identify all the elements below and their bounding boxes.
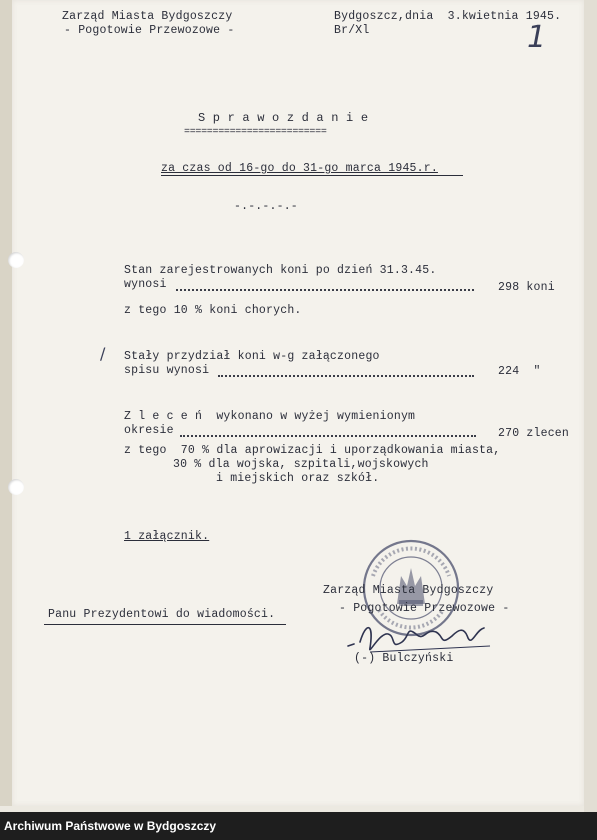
- horses-line1: Stan zarejestrowanych koni po dzień 31.3.45.: [124, 264, 437, 277]
- assignment-line1: Stały przydział koni w-g załączonego: [124, 350, 380, 363]
- signoff-org-line2: - Pogotowie Przewozowe -: [339, 602, 510, 615]
- recipient-underline: [44, 624, 286, 625]
- report-period: za czas od 16-go do 31-go marca 1945.r.: [161, 162, 438, 175]
- attachment-note: 1 załącznik.: [124, 530, 210, 543]
- title-double-underline: =========================: [184, 127, 327, 138]
- assignment-leader-dots: [218, 375, 474, 377]
- header-org-line2: - Pogotowie Przewozowe -: [64, 24, 235, 37]
- right-margin-strip: [584, 0, 597, 812]
- punch-hole-bottom: [8, 479, 24, 495]
- signoff-name: (-) Bulczyński: [354, 652, 454, 665]
- punch-hole-top: [8, 252, 24, 268]
- orders-line2: okresie: [124, 424, 174, 437]
- title-separator: -.-.-.-.-: [234, 200, 298, 213]
- assignment-value: 224 ": [498, 365, 541, 378]
- assignment-line2: spisu wynosi: [124, 364, 210, 377]
- binding-edge: [0, 0, 12, 806]
- orders-split-line2: 30 % dla wojska, szpitali,wojskowych: [173, 458, 429, 471]
- orders-split-line3: i miejskich oraz szkół.: [216, 472, 380, 485]
- horses-leader-dots: [176, 289, 474, 291]
- orders-value: 270 zlecen: [498, 427, 570, 440]
- document-title: S p r a w o z d a n i e: [198, 111, 369, 125]
- period-underline: [161, 175, 463, 176]
- horses-sick: z tego 10 % koni chorych.: [124, 304, 302, 317]
- margin-check-mark: /: [100, 344, 106, 363]
- orders-split-line1: z tego 70 % dla aprowizacji i uporządkowania miasta,: [124, 444, 501, 457]
- orders-line1: Z l e c e ń wykonano w wyżej wymienionym: [124, 410, 416, 423]
- signoff-org-line1: Zarząd Miasta Bydgoszczy: [323, 584, 494, 597]
- horses-value: 298 koni: [498, 281, 555, 294]
- header-org-line1: Zarząd Miasta Bydgoszczy: [62, 10, 233, 23]
- horses-line2: wynosi: [124, 278, 167, 291]
- orders-leader-dots: [180, 435, 476, 437]
- page-number-handwritten: 1: [527, 20, 547, 55]
- header-date: Bydgoszcz,dnia 3.kwietnia 1945.: [334, 10, 562, 23]
- header-ref: Br/Xl: [334, 24, 370, 37]
- recipient-note: Panu Prezydentowi do wiadomości.: [48, 608, 276, 621]
- archive-footer: Archiwum Państwowe w Bydgoszczy: [0, 812, 597, 840]
